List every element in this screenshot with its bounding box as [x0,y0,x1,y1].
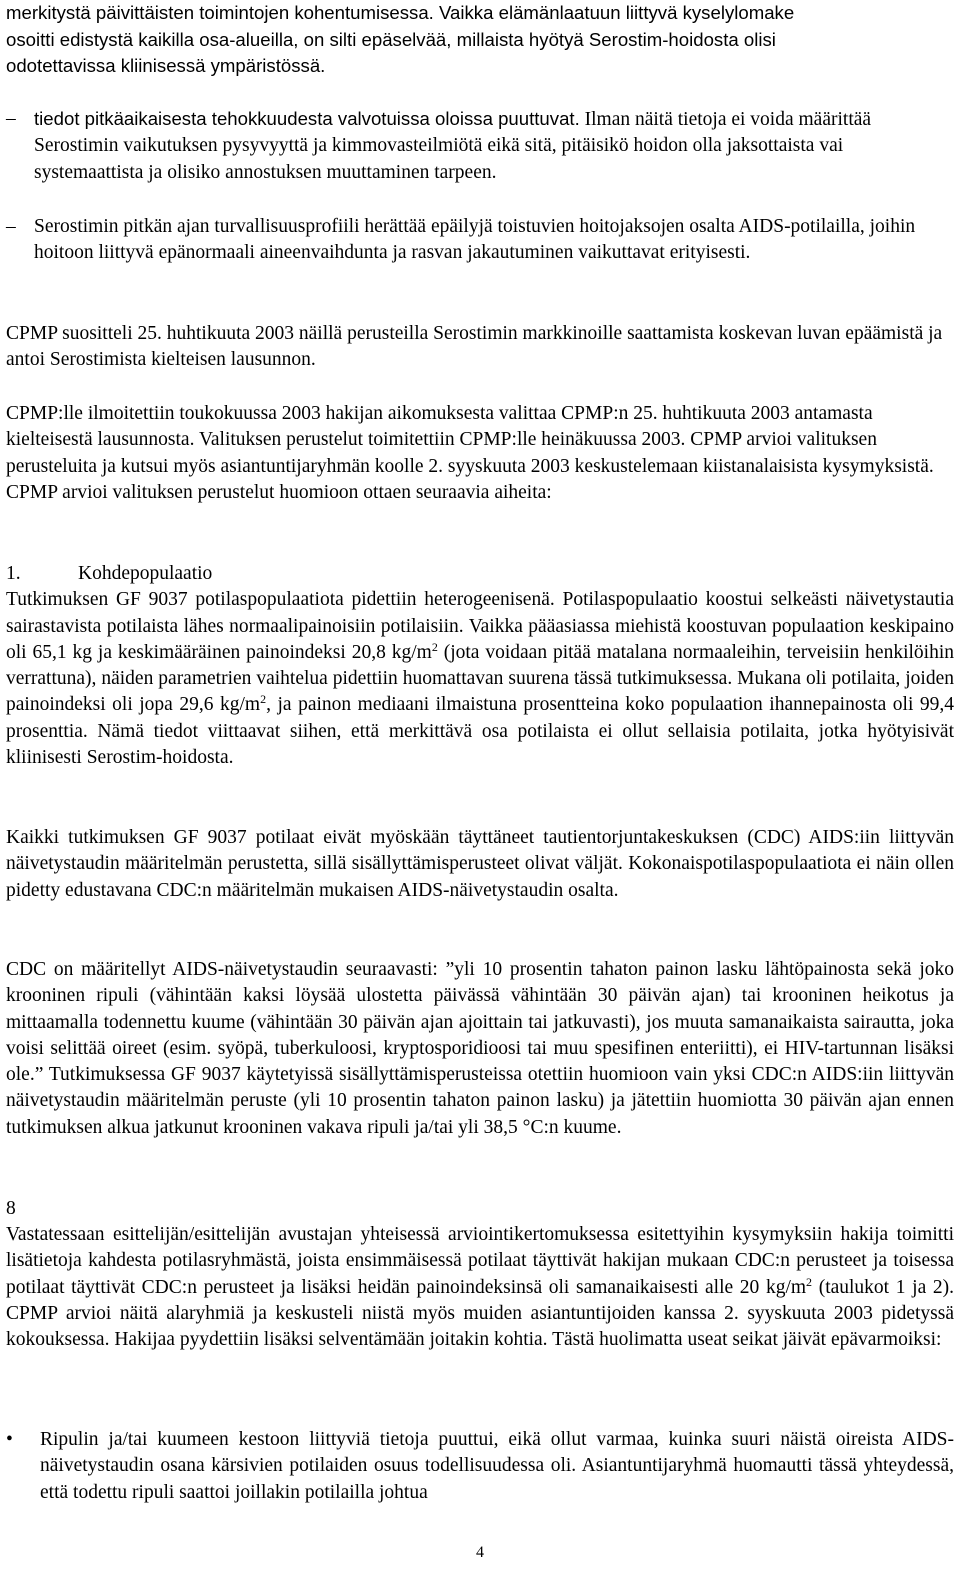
dash-item-text [34,106,954,186]
intro-line-1: merkitystä päivittäisten toimintojen kohentumisessa. Vaikka elämänlaatuun liittyvä kyselylomake [6,2,795,23]
dash-marker: – [6,108,16,129]
footnote-marker: 8 [6,1198,16,1219]
superscript-2: 2 [260,692,267,707]
section-body-part-c: , ja painon mediaani ilmaistuna prosentteina koko populaation ihannepainosta oli 99,4 prosenttia. Nämä tiedot viittaavat siihen, että merkittävä osa potilaista ei ollut sellaisia potilaita, jotka hyötyisivät kliinisesti Serostim-hoidosta. [6,694,955,769]
intro-line-3: odotettavissa kliinisessä ympäristössä. [6,55,326,77]
superscript-2: 2 [806,1274,813,1289]
section-body-part-b: (jota voidaan pitää matalana normaaleihin, terveisiin henkilöihin verrattuna), näiden parametrien vaihtelua pidettiin huomattavan suurena tässä tutkimuksessa. Mukana oli potilaita, joiden painoindeksi oli jopa 29,6 kg/m [6,641,954,716]
dash-item-text: Serostimin pitkän ajan turvallisuusprofiili herättää epäilyjä toistuvien hoitojaksojen osalta AIDS-potilailla, joihin hoitoon liittyvä epänormaali aineenvaihdunta ja rasvan jakautuminen vaikuttavat erityisesti. [34,216,916,264]
superscript-2: 2 [431,639,438,654]
section-number: 1. [6,563,21,584]
dash-item-sans-part: tiedot pitkäaikaisesta tehokkuudesta valvotuissa oloissa puuttuvat. [34,108,580,129]
section-body-part-a: Tutkimuksen GF 9037 potilaspopulaatiota pidettiin heterogeenisenä. Potilaspopulaatio koostui selkeästi näivetystautia sairastavista potilaista lähes normaalipainoisiin potilaisiin. Vaikka pääasiassa miehistä koostuvan populaation keskipaino oli 65,1 kg ja keskimääräinen painoindeksi 20,8 kg/m [6,589,954,663]
appeal-paragraph: CPMP:lle ilmoitettiin toukokuussa 2003 hakijan aikomuksesta valittaa CPMP:n 25. huhtikuuta 2003 antamasta kielteisestä lausunnosta. Valituksen perustelut toimitettiin CPMP:lle heinäkuussa 2003. CPMP arvioi valituksen perusteluita ja kutsui myös asiantuntijaryhmän koolle 2. syyskuuta 2003 keskustelemaan kiistanalaisista kysymyksistä. CPMP arvioi valituksen perustelut huomioon ottaen seuraavia aiheita: [6,403,934,503]
section-target-population [6,561,954,771]
page-number: 4 [476,1544,484,1561]
cdc-definition-paragraph: CDC on määritellyt AIDS-näivetystaudin seuraavasti: ”yli 10 prosentin tahaton painon lasku lähtöpainosta sekä joko krooninen ripuli (vähintään kaksi löysää ulostetta päivässä vähintään 30 päivän ajan) tai krooninen heikotus ja mittaamalla todennettu kuume (vähintään 30 päivän ajan ajoittain tai jatkuvasti), jos muuta samanaikaista sairautta, joka voisi selittää oireet (esim. syöpä, tuberkuloosi, kryptosporidioosi tai muu spesifinen enteriitti), ei HIV-tartunnan lisäksi ole.” Tutkimuksessa GF 9037 käytetyissä sisällyttämisperusteissa otettiin huomioon vain yksi CDC:n AIDS:iin liittyvän näivetystaudin määritelmän peruste (yli 10 prosentin tahaton painon lasku) ja jätettiin huomiotta 30 päivän ajan ennen tutkimuksen alkua jatkunut krooninen vakava ripuli ja/tai yli 38,5 °C:n kuume. [6,959,954,1138]
rapporteur-part-b: (taulukot 1 ja 2). CPMP arvioi näitä alaryhmiä ja keskusteli niistä myös muiden asiantuntijoiden kanssa 2. syyskuuta 2003 pidetyssä kokouksessa. Hakijaa pyydettiin lisäksi selventämään joitakin kohtia. Tästä huolimatta useat seikat jäivät epävarmoiksi: [6,1276,954,1351]
dash-marker: – [6,216,16,237]
bullet-marker: • [6,1429,13,1450]
rapporteur-paragraph [6,1222,954,1353]
section-title: Kohdepopulaatio [78,563,213,584]
section-body [6,587,954,771]
rapporteur-part-a: Vastatessaan esittelijän/esittelijän avustajan yhteisessä arviointikertomuksessa esitettyihin kysymyksiin hakija toimitti lisätietoja kahdesta potilasryhmästä, joista ensimmäisessä potilaat täyttivät hakijan mukaan CDC:n perusteet ja toisessa potilaat täyttivät CDC:n perusteet ja lisäksi heidän painoindeksinsä oli samanaikaisesti alle 20 kg/m [6,1224,954,1298]
bullet-item-text: Ripulin ja/tai kuumeen kestoon liittyviä tietoja puuttui, eikä ollut varmaa, kuinka suuri näistä oireista AIDS-näivetystaudin osana kärsivien potilaiden osuus todellisuudessa oli. Asiantuntijaryhmä huomautti tässä yhteydessä, että todettu ripuli saattoi joillakin potilailla johtua [40,1429,954,1503]
dash-item-serif-part: Ilman näitä tietoja ei voida määrittää Serostimin vaikutuksen pysyvyyttä ja kimmovasteilmiötä eikä sitä, pitäisikö hoidon olla jaksottaista vai systemaattista ja olisiko annostuksen muuttaminen tarpeen. [34,109,872,183]
intro-line-2: osoitti edistystä kaikilla osa-alueilla, on silti epäselvää, millaista hyötyä Serostim-hoidosta olisi [6,28,776,50]
cdc-criteria-paragraph: Kaikki tutkimuksen GF 9037 potilaat eivät myöskään täyttäneet tautientorjuntakeskuksen (CDC) AIDS:iin liittyvän näivetystaudin määritelmän perustetta, sillä sisällyttämisperusteet olivat väljät. Kokonaispotilaspopulaatiota ei näin ollen pidetty edustavana CDC:n määritelmän mukaisen AIDS-näivetystaudin osalta. [6,827,954,901]
intro-paragraph [6,0,954,80]
cpmp-recommendation-paragraph: CPMP suositteli 25. huhtikuuta 2003 näillä perusteilla Serostimin markkinoille saattamista koskevan luvan epäämistä ja antoi Serostimista kielteisen lausunnon. [6,323,943,371]
section-heading [6,561,954,587]
